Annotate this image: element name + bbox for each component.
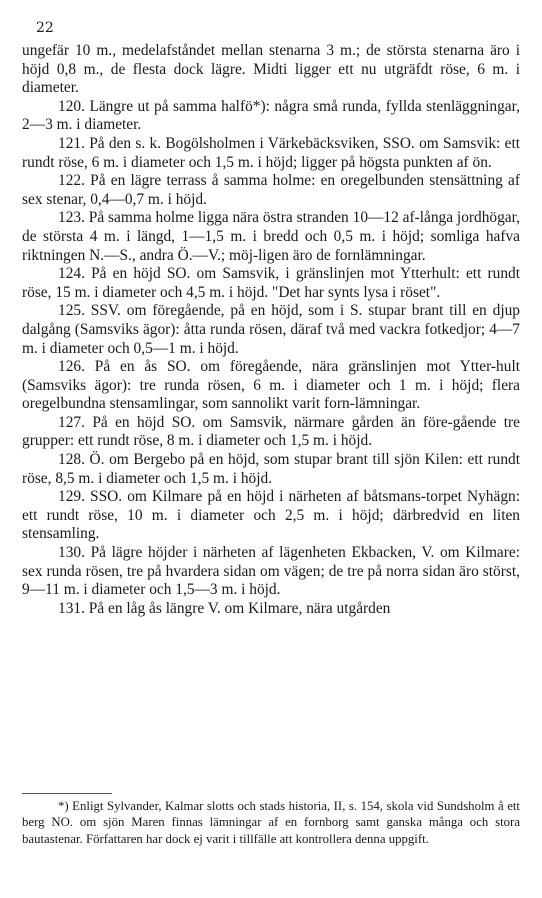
paragraph: 127. På en höjd SO. om Samsvik, närmare gården än före-gående tre grupper: ett rundt röse, 8 m. i diameter och 1,5 m. i höjd.: [22, 413, 520, 450]
paragraph: 131. På en låg ås längre V. om Kilmare, nära utgården: [58, 599, 391, 617]
footnote-divider: [22, 793, 112, 794]
paragraph: 129. SSO. om Kilmare på en höjd i närheten af båtsmans-torpet Nyhägn: ett rundt röse, 10 m. i diameter och 2,5 m. i höjd; därbredvid en liten stensamling.: [22, 488, 520, 543]
paragraph: 122. På en lägre terrass å samma holme: en oregelbunden stensättning af sex stenar, 0,4—0,7 m. i höjd.: [22, 172, 520, 208]
paragraph: 128. Ö. om Bergebo på en höjd, som stupar brant till sjön Kilen: ett rundt röse, 8,5 m. i diameter och 1,5 m. i höjd.: [22, 451, 520, 487]
paragraph: 121. På den s. k. Bogölsholmen i Värkebäcksviken, SSO. om Samsvik: ett rundt röse, 6 m. i diameter och 1,5 m. i höjd; ligger på högsta punkten af ön.: [22, 134, 520, 171]
paragraph: 126. På en ås SO. om föregående, nära gränslinjen mot Ytter-hult (Samsviks ägor): tre runda rösen, 6 m. i diameter och 1 m. i höjd; flera oregelbundna stensamlingar, som sannolikt varit forn-lämningar.: [22, 358, 520, 413]
paragraph: 123. På samma holme ligga nära östra stranden 10—12 af-långa jordhögar, de största 4 m. i längd, 1—1,5 m. i bredd och 0,5 m. i höjd; somliga hafva riktningen N.—S., andra Ö.—V.; möj-ligen äro de fornlämningar.: [22, 209, 520, 264]
paragraph: 124. På en höjd SO. om Samsvik, i gränslinjen mot Ytterhult: ett rundt röse, 15 m. i diameter och 4,5 m. i höjd. "Det har synts lysa i röset".: [22, 265, 520, 301]
paragraph: 125. SSV. om föregående, på en höjd, som i S. stupar brant till en djup dalgång (Samsviks ägor): åtta runda rösen, däraf två med vackra fotkedjor; 4—7 m. i diameter och 0,5—1 m. i höjd.: [22, 302, 520, 357]
footnote: [22, 798, 520, 847]
page-number: 22: [36, 20, 54, 36]
paragraph: 130. På lägre höjder i närheten af lägenheten Ekbacken, V. om Kilmare: sex runda rösen, tre på hvardera sidan om vägen; de tre på norra sidan äro störst, 9—11 m. i diameter och 1,5—3 m. i höjd.: [22, 544, 520, 599]
footnote-text: *) Enligt Sylvander, Kalmar slotts och stads historia, II, s. 154, skola vid Sundsholm å ett berg NO. om sjön Maren finnas lämningar af en fornborg samt ganska många och stora bautastenar. Författaren har dock ej varit i tillfälle att kontrollera denna uppgift.: [22, 799, 520, 846]
paragraph: 120. Längre ut på samma halfö*): några små runda, fyllda stenläggningar, 2—3 m. i diameter.: [22, 97, 520, 134]
body-text: [22, 42, 520, 618]
paragraph: ungefär 10 m., medelafståndet mellan stenarna 3 m.; de största stenarna äro i höjd 0,8 m., de flesta dock lägre. Midti ligger ett nu utgräfdt röse, 6 m. i diameter.: [22, 42, 520, 97]
